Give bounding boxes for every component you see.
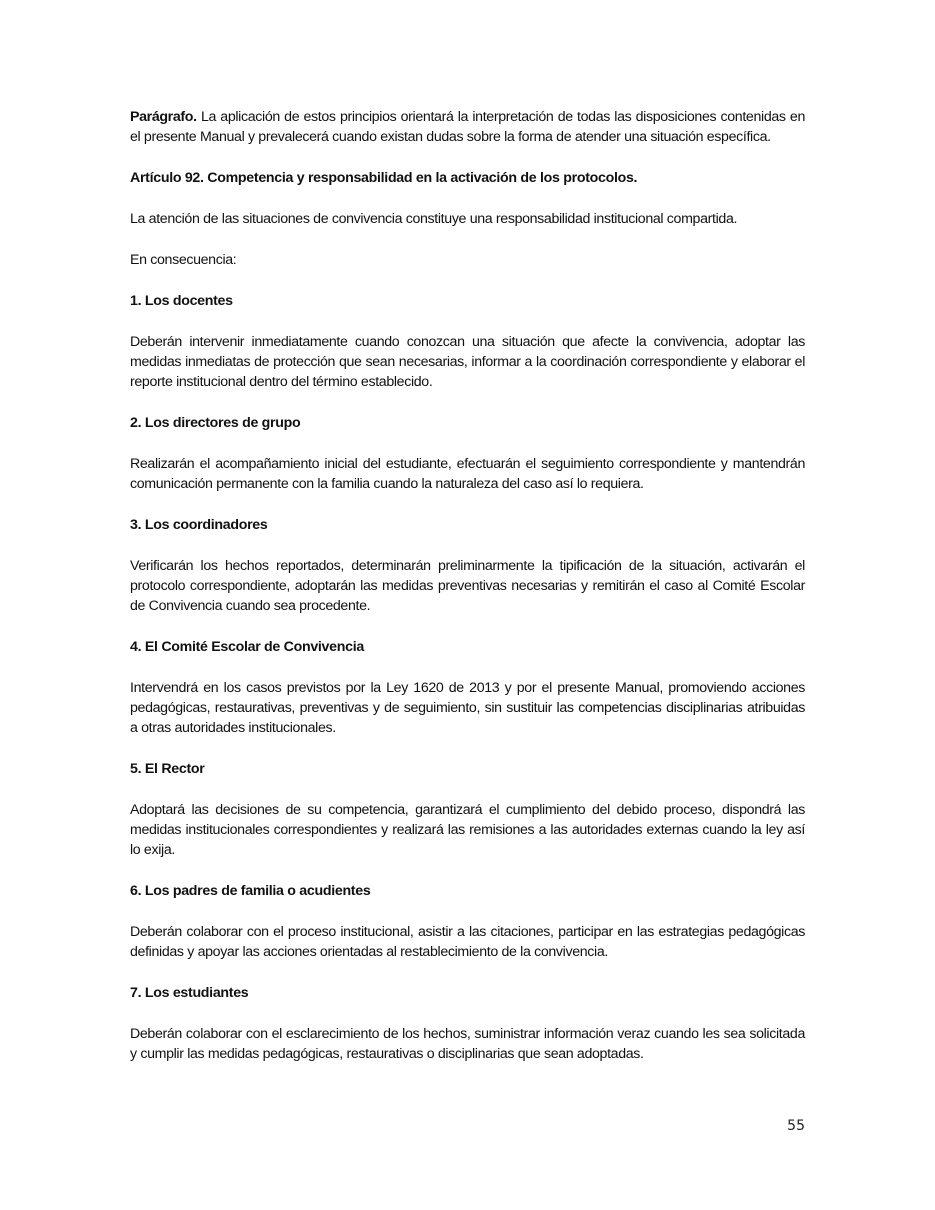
section-heading-comite: 4. El Comité Escolar de Convivencia [130, 639, 364, 655]
section-text-padres: Deberán colaborar con el proceso institucional, asistir a las citaciones, participar en las estrategias pedagógicas definidas y apoyar las acciones orientadas al restablecimiento de la convivencia. [130, 924, 805, 960]
consequence-text: En consecuencia: [130, 252, 237, 268]
section-text-coordinadores: Verificarán los hechos reportados, determinarán preliminarmente la tipificación de la situación, activarán el protocolo correspondiente, adoptarán las medidas preventivas necesarias y remitirán el caso al Comité Escolar de Convivencia cuando sea procedente. [130, 558, 805, 614]
section-heading-coordinadores: 3. Los coordinadores [130, 517, 268, 533]
section-text-directores: Realizarán el acompañamiento inicial del estudiante, efectuarán el seguimiento correspondiente y mantendrán comunicación permanente con la familia cuando la naturaleza del caso así lo requiera. [130, 456, 805, 492]
section-heading-directores: 2. Los directores de grupo [130, 415, 301, 431]
section-text-docentes: Deberán intervenir inmediatamente cuando conozcan una situación que afecte la convivencia, adoptar las medidas inmediatas de protección que sean necesarias, informar a la coordinación correspondiente y elaborar el reporte institucional dentro del término establecido. [130, 334, 805, 390]
section-text-rector: Adoptará las decisiones de su competencia, garantizará el cumplimiento del debido proceso, dispondrá las medidas institucionales correspondientes y realizará las remisiones a las autoridades externas cuando la ley así lo exija. [130, 802, 805, 858]
intro-paragraph: La atención de las situaciones de convivencia constituye una responsabilidad institucional compartida. [130, 211, 738, 227]
section-text-comite: Intervendrá en los casos previstos por la Ley 1620 de 2013 y por el presente Manual, promoviendo acciones pedagógicas, restaurativas, preventivas y de seguimiento, sin sustituir las competencias disciplinarias atribuidas a otras autoridades institucionales. [130, 680, 805, 736]
article-heading: Artículo 92. Competencia y responsabilidad en la activación de los protocolos. [130, 170, 638, 186]
section-heading-docentes: 1. Los docentes [130, 293, 233, 309]
page-number: 55 [787, 1118, 805, 1134]
document-page [130, 107, 805, 1085]
paragrafo-text: La aplicación de estos principios orientará la interpretación de todas las disposiciones contenidas en el presente Manual y prevalecerá cuando existan dudas sobre la forma de atender una situación específica. [130, 109, 805, 145]
paragrafo-paragraph [130, 107, 805, 147]
section-text-estudiantes: Deberán colaborar con el esclarecimiento de los hechos, suministrar información veraz cuando les sea solicitada y cumplir las medidas pedagógicas, restaurativas o disciplinarias que sean adoptadas. [130, 1026, 805, 1062]
paragrafo-lead: Parágrafo. [130, 109, 197, 125]
section-heading-padres: 6. Los padres de familia o acudientes [130, 883, 371, 899]
section-heading-estudiantes: 7. Los estudiantes [130, 985, 249, 1001]
section-heading-rector: 5. El Rector [130, 761, 205, 777]
